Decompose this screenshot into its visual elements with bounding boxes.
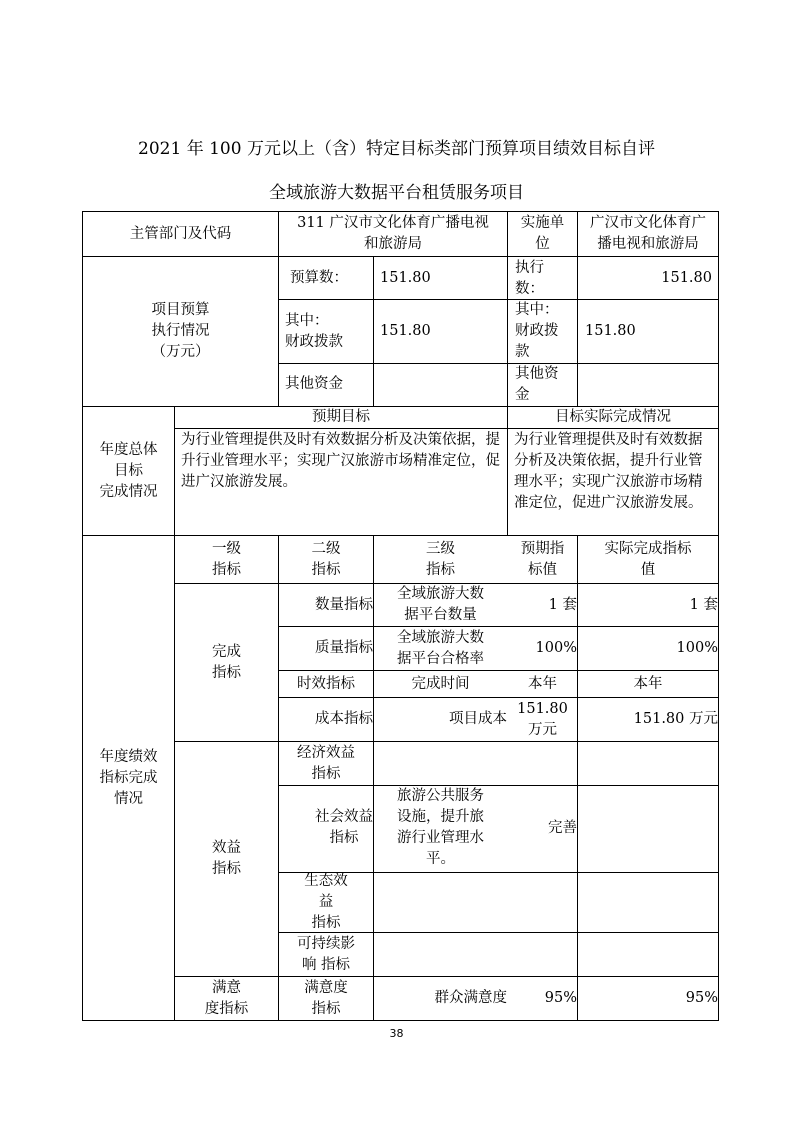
actual-goal-text: 为行业管理提供及时有效数据分析及决策依据，提升行业管理水平；实现广汉旅游市场精准定位，促进广汉旅游发展。 <box>514 432 703 511</box>
document-title: 2021 年 100 万元以上（含）特定目标类部门预算项目绩效目标自评 <box>138 139 655 159</box>
header-expected: 预期指 标值 <box>520 540 565 578</box>
group-completion: 完成 指标 <box>212 643 241 681</box>
table-row-level3: 项目成本 <box>449 711 507 727</box>
annual-goal-label: 年度总体 目标 完成情况 <box>99 441 158 500</box>
table-row-actual: 151.80 万元 <box>633 711 718 727</box>
header-level3: 三级 指标 <box>426 540 455 578</box>
table-row-actual: 1 套 <box>689 596 718 613</box>
budget-section-label: 项目预算 执行情况 （万元） <box>151 302 210 360</box>
table-row-expected: 151.80 万元 <box>517 700 568 738</box>
group-satisfaction: 满意 度指标 <box>204 979 249 1017</box>
table-row-level2: 时效指标 <box>297 675 355 692</box>
table-row-level2: 生态效 益 指标 <box>304 873 348 931</box>
table-row-expected <box>508 933 577 976</box>
fiscal-label: 其中： 财政拨款 <box>285 313 343 350</box>
exec-label: 执行 数： <box>515 260 544 297</box>
table-row-level3: 全域旅游大数 据平台合格率 <box>397 629 484 667</box>
table-row-actual <box>578 933 718 976</box>
header-level1: 一级 指标 <box>212 540 241 578</box>
table-row-level2: 社会效益 指标 <box>315 809 373 846</box>
table-row-expected: 本年 <box>528 675 557 692</box>
table-row-actual <box>578 742 718 785</box>
table-row-actual <box>578 873 718 932</box>
actual-goal-header: 目标实际完成情况 <box>555 409 671 425</box>
table-row-level2: 可持续影 响 指标 <box>297 935 355 973</box>
table-row-actual: 95% <box>685 990 718 1006</box>
impl-value: 广汉市文化体育广 播电视和旅游局 <box>590 215 706 252</box>
dept-value: 311 广汉市文化体育广播电视 和旅游局 <box>297 215 489 252</box>
exec-value: 151.80 <box>661 270 712 286</box>
page-number: 38 <box>389 1027 404 1040</box>
header-level2: 二级 指标 <box>311 540 341 578</box>
table-row-level2: 数量指标 <box>315 596 373 613</box>
table-row-expected: 1 套 <box>548 596 577 613</box>
fiscal-label-2: 其中： 财政拨 款 <box>515 302 559 360</box>
table-row-actual <box>578 786 718 872</box>
table-row-expected: 95% <box>544 990 577 1006</box>
table-row-expected: 完善 <box>548 819 577 836</box>
other-label-2: 其他资 金 <box>515 366 559 403</box>
group-benefit: 效益 指标 <box>212 840 241 877</box>
table-row-level2: 成本指标 <box>315 711 373 727</box>
document-subtitle: 全域旅游大数据平台租赁服务项目 <box>269 183 524 203</box>
table-row-level2: 经济效益 指标 <box>297 744 355 782</box>
table-row-level2: 质量指标 <box>315 640 373 656</box>
other-label: 其他资金 <box>285 376 343 392</box>
budget-label: 预算数： <box>290 270 348 286</box>
expected-goal-header: 预期目标 <box>312 409 370 425</box>
table-row-level2: 满意度 指标 <box>304 979 348 1017</box>
table-row-level3: 旅游公共服务 设施，提升旅 游行业管理水 平。 <box>397 788 484 867</box>
table-row-level3: 群众满意度 <box>434 990 507 1006</box>
table-row-level3 <box>374 873 507 932</box>
table-row-expected <box>508 873 577 932</box>
table-row-expected <box>508 742 577 785</box>
fiscal-value-2: 151.80 <box>585 323 636 339</box>
budget-value: 151.80 <box>380 270 431 286</box>
perf-label: 年度绩效 指标完成 情况 <box>99 748 158 807</box>
table-row-level3: 完成时间 <box>411 675 470 692</box>
table-row-actual: 100% <box>676 640 718 656</box>
impl-label: 实施单 位 <box>520 215 565 252</box>
table-row-expected: 100% <box>535 640 577 656</box>
table-row-actual: 本年 <box>633 675 663 692</box>
table-row-level3 <box>374 742 507 785</box>
table-row-level3: 全域旅游大数 据平台数量 <box>397 586 484 623</box>
fiscal-value: 151.80 <box>380 323 431 339</box>
dept-label: 主管部门及代码 <box>129 225 232 242</box>
table-row-level3 <box>374 933 507 976</box>
header-actual: 实际完成指标 值 <box>604 540 692 578</box>
expected-goal-text: 为行业管理提供及时有效数据分析及决策依据，提升行业管理水平；实现广汉旅游市场精准定位，促进广汉旅游发展。 <box>181 432 500 490</box>
